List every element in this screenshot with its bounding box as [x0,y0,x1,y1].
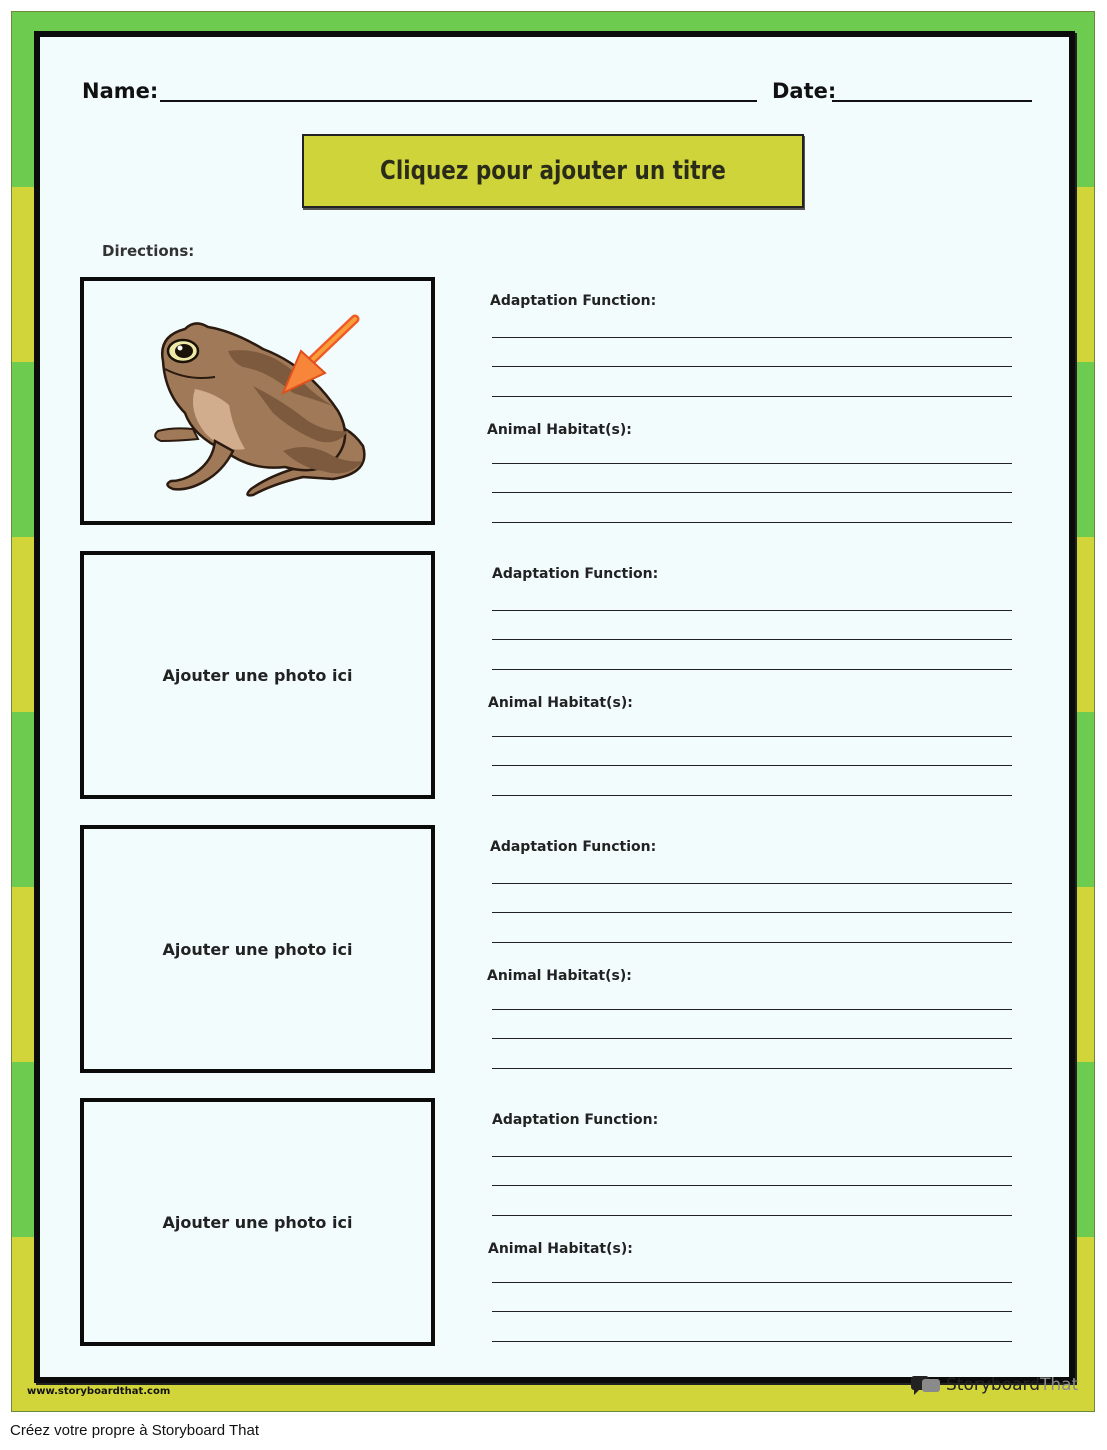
footer-text[interactable]: Créez votre propre à Storyboard That [10,1422,260,1439]
answer-line[interactable] [492,337,1012,338]
directions-label: Directions: [102,242,195,260]
brand-light: That [1040,1375,1079,1395]
answer-line[interactable] [492,765,1012,766]
habitat-label-4: Animal Habitat(s): [488,1241,633,1257]
adaptation-label-1: Adaptation Function: [490,293,657,309]
photo-placeholder: Ajouter une photo ici [162,939,353,959]
answer-line[interactable] [492,942,1012,943]
answer-line[interactable] [492,1311,1012,1312]
page-title: Cliquez pour ajouter un titre [380,156,726,186]
answer-line[interactable] [492,1215,1012,1216]
date-label: Date: [772,79,837,103]
page-frame [11,11,1095,1412]
storyboard-logo[interactable] [910,1374,1078,1396]
name-label: Name: [82,79,159,103]
title-box[interactable] [302,134,804,208]
answer-line[interactable] [492,1009,1012,1010]
answer-line[interactable] [492,1156,1012,1157]
name-field[interactable] [160,100,757,102]
photo-placeholder: Ajouter une photo ici [162,665,353,685]
answer-line[interactable] [492,1282,1012,1283]
storyboard-logo-icon [910,1374,942,1396]
answer-line[interactable] [492,610,1012,611]
answer-line[interactable] [492,396,1012,397]
answer-line[interactable] [492,669,1012,670]
answer-line[interactable] [492,1068,1012,1069]
adaptation-label-3: Adaptation Function: [490,839,657,855]
answer-line[interactable] [492,736,1012,737]
answer-line[interactable] [492,522,1012,523]
habitat-label-2: Animal Habitat(s): [488,695,633,711]
answer-line[interactable] [492,1038,1012,1039]
arrow-icon [283,319,355,393]
date-field[interactable] [832,100,1032,102]
adaptation-label-4: Adaptation Function: [492,1112,659,1128]
site-url[interactable]: www.storyboardthat.com [27,1386,171,1397]
habitat-label-1: Animal Habitat(s): [487,422,632,438]
habitat-label-3: Animal Habitat(s): [487,968,632,984]
answer-line[interactable] [492,1341,1012,1342]
toad-illustration [133,301,383,501]
answer-line[interactable] [492,795,1012,796]
photo-box-3[interactable] [80,825,435,1073]
answer-line[interactable] [492,463,1012,464]
worksheet [34,31,1075,1383]
adaptation-label-2: Adaptation Function: [492,566,659,582]
brand-dark: Storyboard [946,1375,1040,1395]
answer-line[interactable] [492,883,1012,884]
answer-line[interactable] [492,492,1012,493]
answer-line[interactable] [492,639,1012,640]
answer-line[interactable] [492,1185,1012,1186]
photo-box-4[interactable] [80,1098,435,1346]
answer-line[interactable] [492,912,1012,913]
answer-line[interactable] [492,366,1012,367]
photo-box-2[interactable] [80,551,435,799]
storyboard-wordmark [946,1375,1078,1395]
photo-placeholder: Ajouter une photo ici [162,1212,353,1232]
photo-box-1[interactable] [80,277,435,525]
